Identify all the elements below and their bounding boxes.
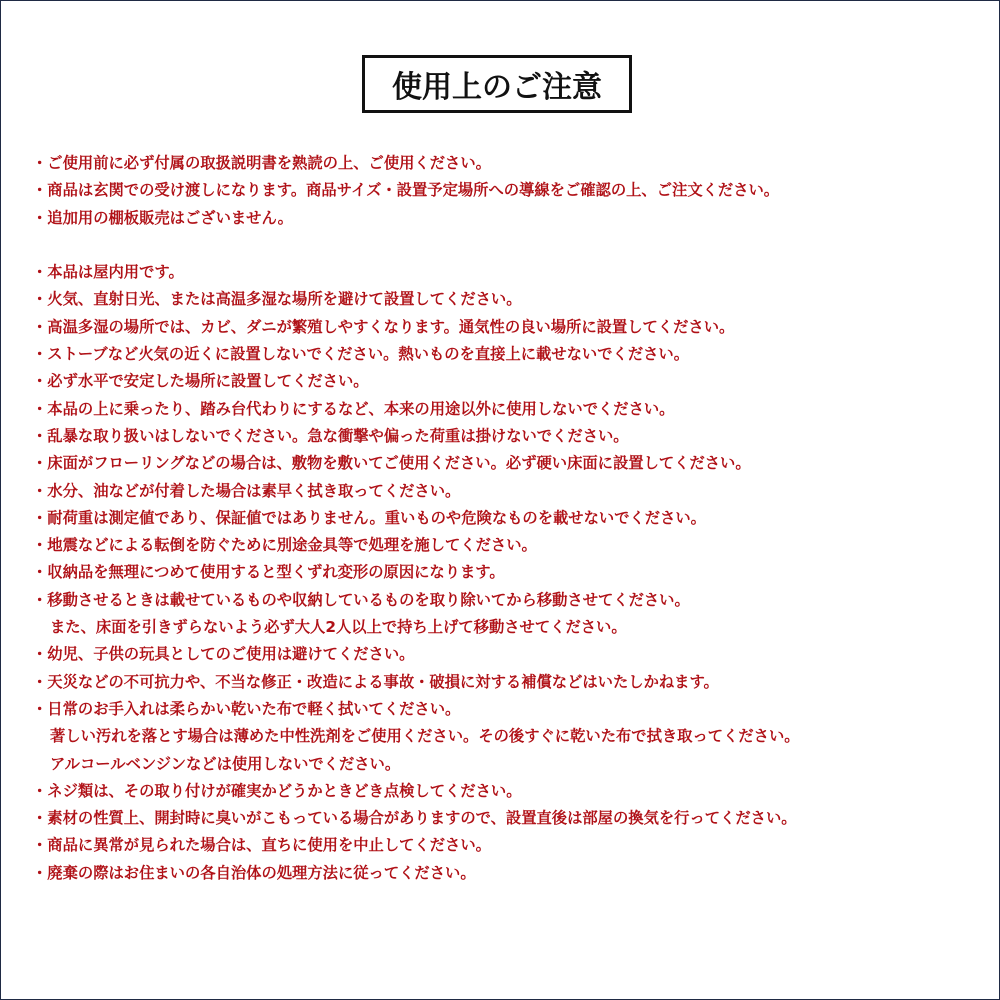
note-line: ・火気、直射日光、または高温多湿な場所を避けて設置してください。 — [32, 290, 522, 309]
note-line: ・素材の性質上、開封時に臭いがこもっている場合がありますので、設置直後は部屋の換気を行ってください。 — [32, 809, 797, 828]
note-line: ・ストーブなど火気の近くに設置しないでください。熱いものを直接上に載せないでください。 — [32, 345, 690, 364]
note-line: ・耐荷重は測定値であり、保証値ではありません。重いものや危険なものを載せないでください。 — [32, 508, 706, 527]
note-line: ・日常のお手入れは柔らかい乾いた布で軽く拭いてください。 — [32, 699, 461, 718]
note-line: ・商品に異常が見られた場合は、直ちに使用を中止してください。 — [32, 836, 491, 855]
blank-line — [32, 232, 972, 259]
note-line: ・商品は玄関での受け渡しになります。商品サイズ・設置予定場所への導線をご確認の上、ご注文ください。 — [32, 181, 780, 200]
note-line: ・移動させるときは載せているものや収納しているものを取り除いてから移動させてください。 — [32, 590, 690, 609]
note-line: ・ご使用前に必ず付属の取扱説明書を熟読の上、ご使用ください。 — [32, 154, 491, 172]
note-line: ・幼児、子供の玩具としてのご使用は避けてください。 — [32, 645, 415, 664]
note-line: ・乱暴な取り扱いはしないでください。急な衝撃や偏った荷重は掛けないでください。 — [32, 426, 629, 445]
note-line-continuation: 著しい汚れを落とす場合は薄めた中性洗剤をご使用ください。その後すぐに乾いた布で拭き取ってください。 — [50, 727, 800, 746]
title-box — [362, 55, 632, 113]
note-line-continuation: アルコールベンジンなどは使用しないでください。 — [50, 754, 401, 773]
notes-list — [32, 150, 972, 887]
note-line: ・本品の上に乗ったり、踏み台代わりにするなど、本来の用途以外に使用しないでください。 — [32, 399, 675, 418]
note-line: ・高温多湿の場所では、カビ、ダニが繁殖しやすくなります。通気性の良い場所に設置してください。 — [32, 317, 735, 336]
note-line: ・廃棄の際はお住まいの各自治体の処理方法に従ってください。 — [32, 863, 476, 882]
note-line: ・床面がフローリングなどの場合は、敷物を敷いてご使用ください。必ず硬い床面に設置してください。 — [32, 454, 751, 473]
note-line: ・地震などによる転倒を防ぐために別途金具等で処理を施してください。 — [32, 536, 537, 555]
note-line: ・収納品を無理につめて使用すると型くずれ変形の原因になります。 — [32, 563, 505, 582]
note-line: ・ネジ類は、その取り付けが確実かどうかときどき点検してください。 — [32, 781, 522, 800]
note-line: ・必ず水平で安定した場所に設置してください。 — [32, 372, 369, 391]
note-line: ・本品は屋内用です。 — [32, 263, 184, 282]
note-line-continuation: また、床面を引きずらないよう必ず大人2人以上で持ち上げて移動させてください。 — [50, 618, 627, 637]
note-line: ・追加用の棚板販売はございません。 — [32, 208, 293, 227]
note-line: ・水分、油などが付着した場合は素早く拭き取ってください。 — [32, 481, 461, 500]
page-title: 使用上のご注意 — [392, 70, 602, 105]
note-line: ・天災などの不可抗力や、不当な修正・改造による事故・破損に対する補償などはいたしかねます。 — [32, 672, 719, 691]
